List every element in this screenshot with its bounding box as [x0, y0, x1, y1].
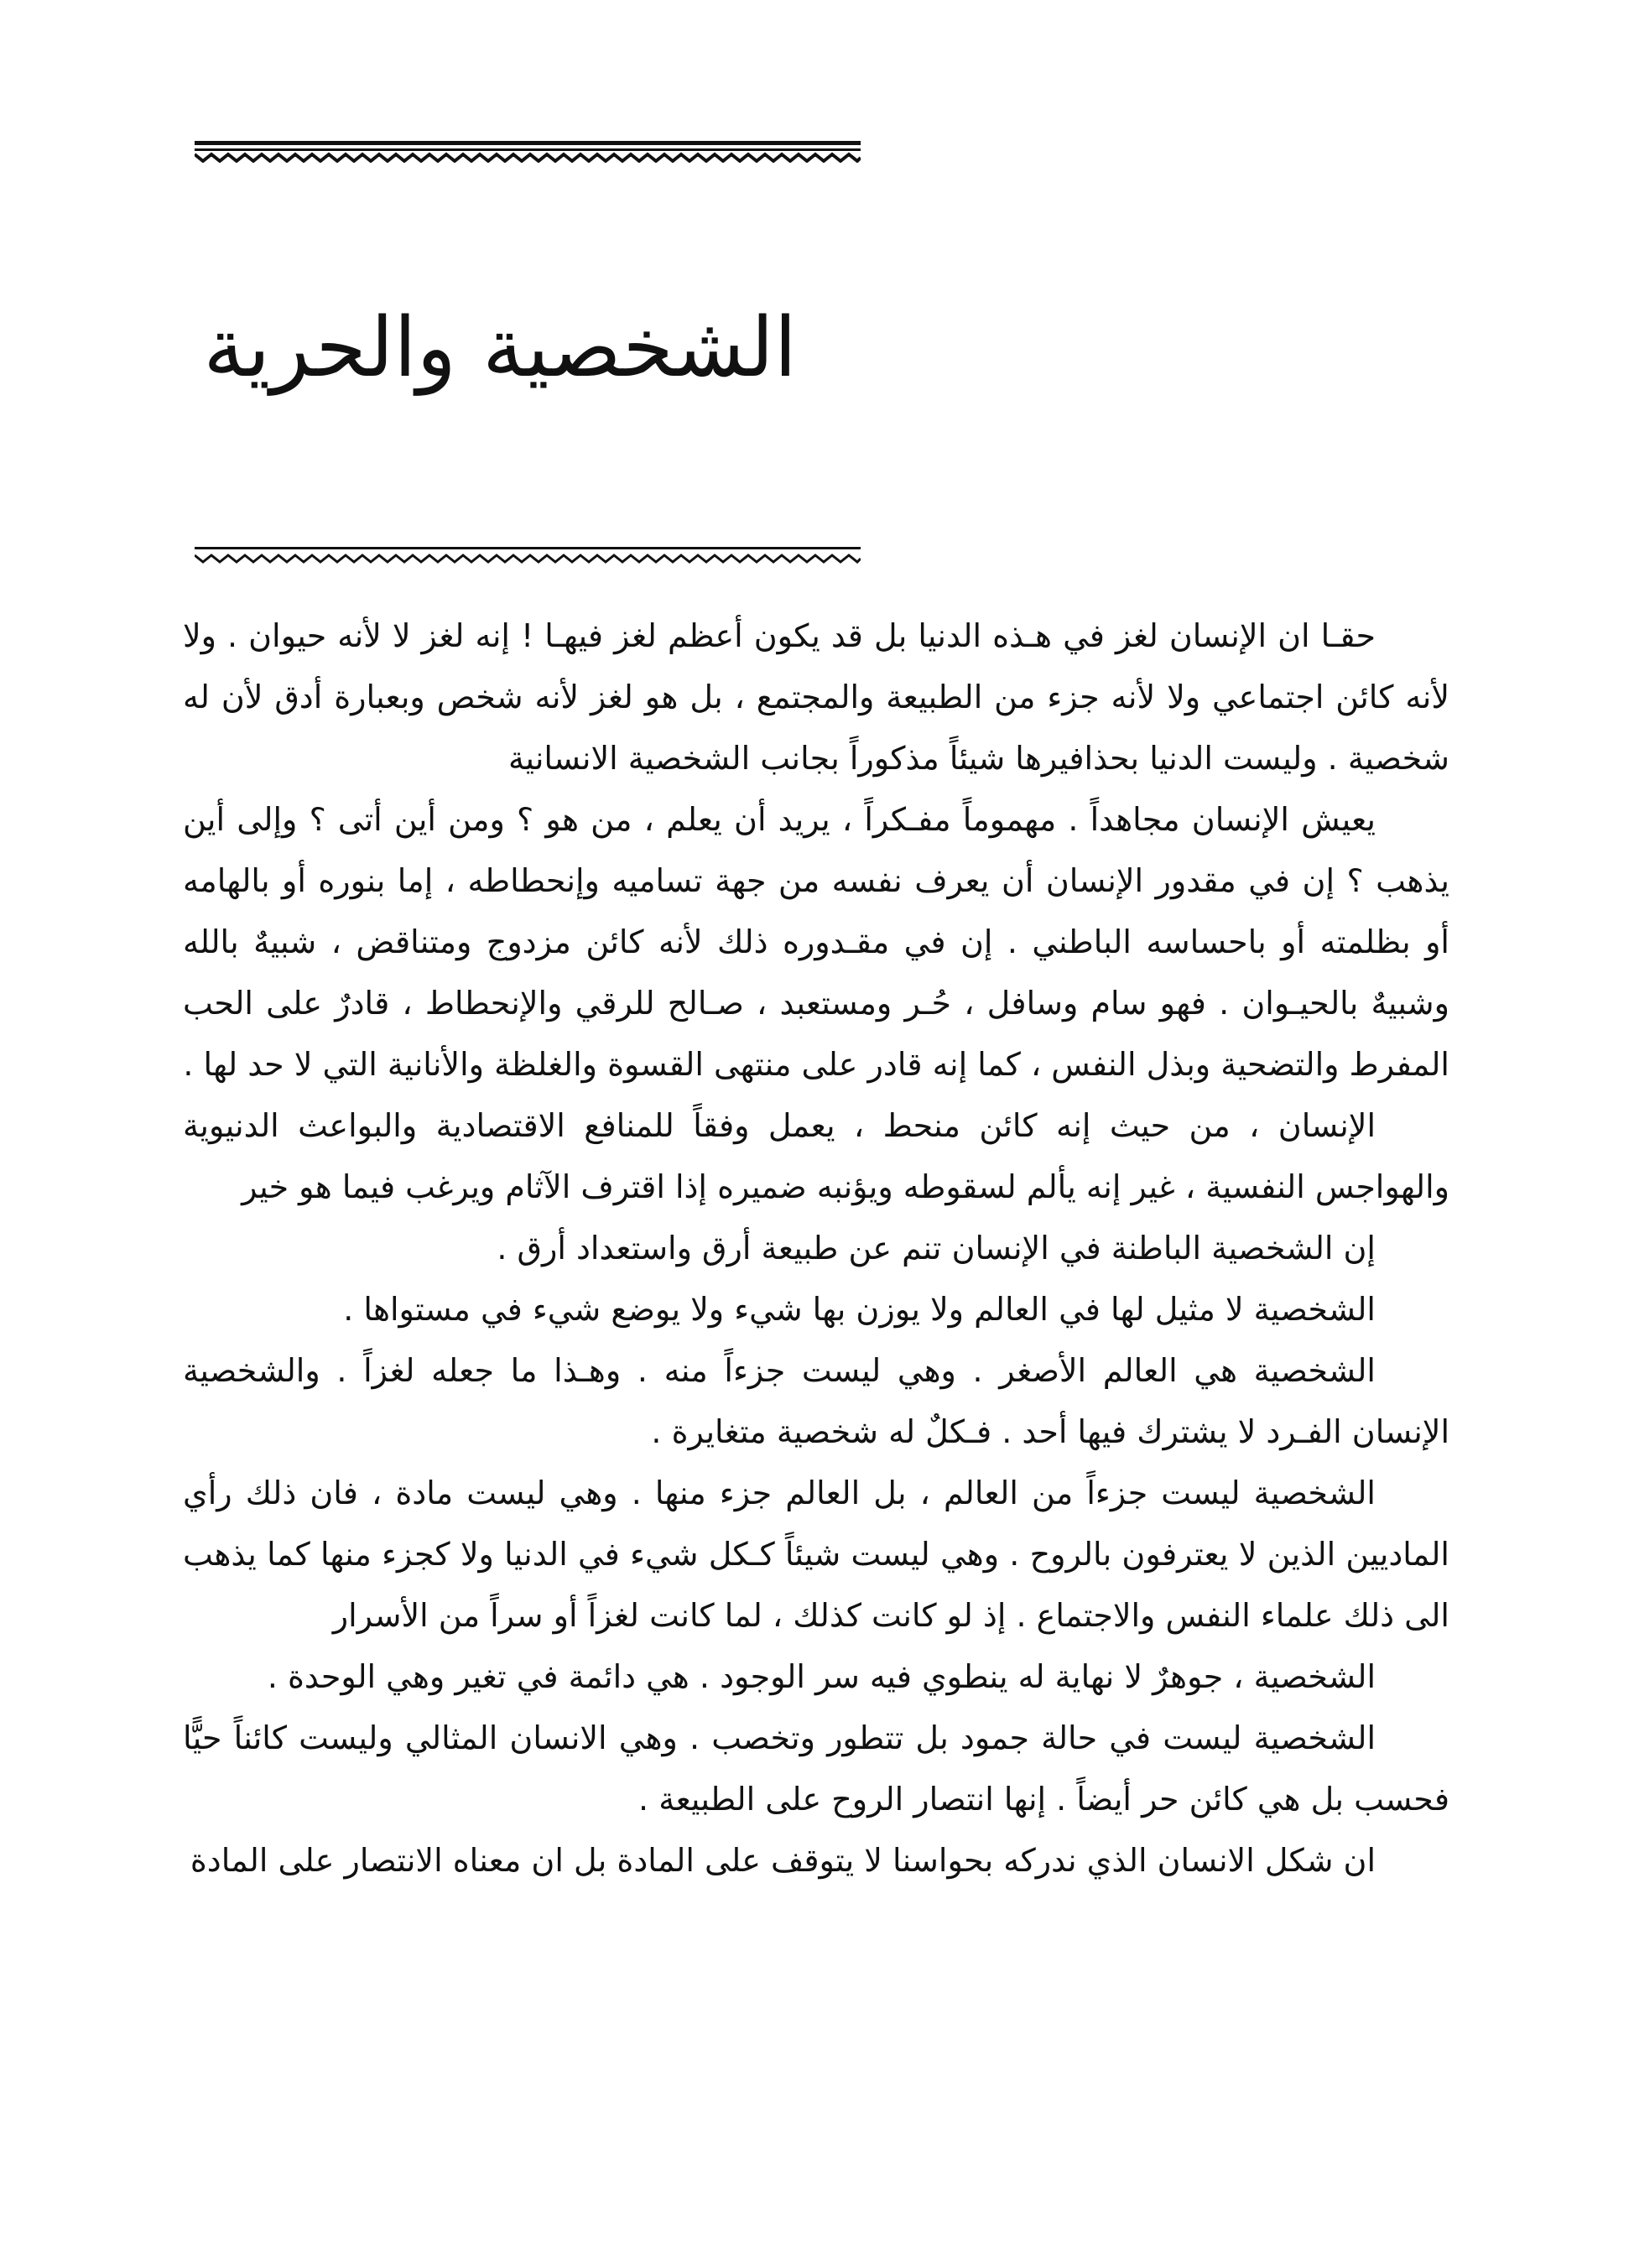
body-text	[183, 606, 1449, 1891]
top-ornament-divider	[195, 141, 861, 163]
paragraph-7: الشخصية ليست جزءاً من العالم ، بل العالم جزء منها . وهي ليست مادة ، فان ذلك رأي الماديين الذين لا يعترفون بالروح . وهي ليست شيئاً كـكل شيء في الدنيا ولا كجزء منها كما يذهب الى ذلك علماء النفس والاجتماع . إذ لو كانت كذلك ، لما كانت لغزاً أو سراً من الأسرار	[183, 1475, 1449, 1634]
paragraph-8: الشخصية ، جوهرٌ لا نهاية له ينطوي فيه سر الوجود . هي دائمة في تغير وهي الوحدة .	[267, 1658, 1376, 1695]
chapter-title: الشخصية والحرية	[203, 300, 797, 396]
ornament-border-icon	[195, 545, 861, 567]
paragraph-2: يعيش الإنسان مجاهداً . مهموماً مفـكراً ، يريد أن يعلم ، من هو ؟ ومن أين أتى ؟ وإلى أين يذهب ؟ إن في مقدور الإنسان أن يعرف نفسه من جهة تساميه وإنحطاطه ، إما بنوره أو بالهامه أو بظلمته أو باحساسه الباطني . إن في مقـدوره ذلك لأنه كائن مزدوج ومتناقض ، شبيهٌ بالله وشبيهٌ بالحيـوان . فهو سام وسافل ، حُـر ومستعبد ، صـالح للرقي والإنحطاط ، قادرٌ على الحب المفرط والتضحية وبذل النفس ، كما إنه قادر على منتهى القسوة والغلظة والأنانية التي لا حد لها .	[183, 801, 1449, 1083]
paragraph-10: ان شكل الانسان الذي ندركه بحواسنا لا يتوقف على المادة بل ان معناه الانتصار على المادة	[190, 1842, 1376, 1879]
paragraph-1: حقـا ان الإنسان لغز في هـذه الدنيا بل قد يكون أعظم لغز فيهـا ! إنه لغز لا لأنه حيوان . ولا لأنه كائن اجتماعي ولا لأنه جزء من الطبيعة والمجتمع ، بل هو لغز لأنه شخص وبعبارة أدق لأن له شخصية . وليست الدنيا بحذافيرها شيئاً مذكوراً بجانب الشخصية الانسانية	[183, 617, 1449, 777]
paragraph-6: الشخصية هي العالم الأصغر . وهي ليست جزءاً منه . وهـذا ما جعله لغزاً . والشخصية الإنسان الفـرد لا يشترك فيها أحد . فـكلٌ له شخصية متغايرة .	[183, 1352, 1449, 1450]
middle-ornament-divider	[195, 545, 861, 567]
ornament-border-icon	[195, 141, 861, 163]
paragraph-3: الإنسان ، من حيث إنه كائن منحط ، يعمل وفقاً للمنافع الاقتصادية والبواعث الدنيوية والهواجس النفسية ، غير إنه يألم لسقوطه ويؤنبه ضميره إذا اقترف الآثام ويرغب فيما هو خير	[183, 1107, 1449, 1205]
paragraph-9: الشخصية ليست في حالة جمود بل تتطور وتخصب . وهي الانسان المثالي وليست كائناً حيًّا فحسب بل هي كائن حر أيضاً . إنها انتصار الروح على الطبيعة .	[183, 1719, 1449, 1818]
paragraph-5: الشخصية لا مثيل لها في العالم ولا يوزن بها شيء ولا يوضع شيء في مستواها .	[343, 1291, 1376, 1328]
paragraph-4: إن الشخصية الباطنة في الإنسان تنم عن طبيعة أرق واستعداد أرق .	[497, 1230, 1376, 1267]
